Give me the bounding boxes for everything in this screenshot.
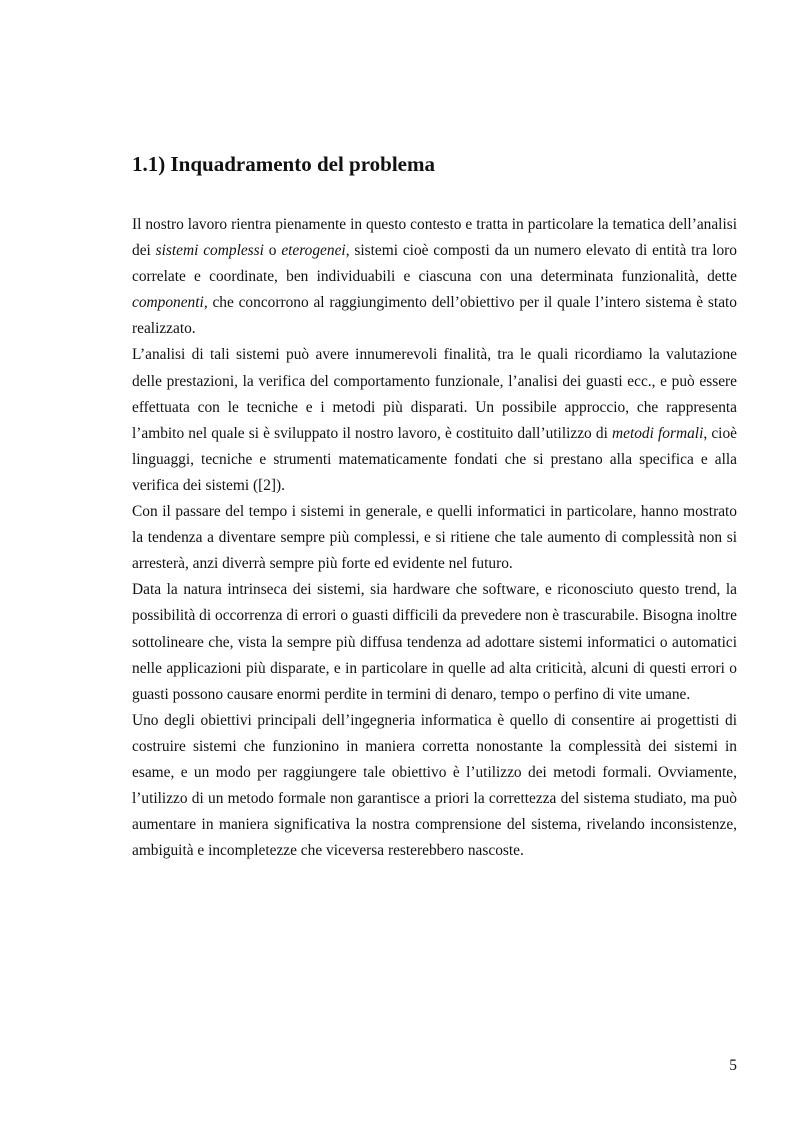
text-run: Il nostro lavoro rientra pienamente in questo contesto e tratta in particolare la tematica dell’analisi dei [132,216,737,260]
page-number: 5 [729,1057,737,1074]
text-run: , sistemi cioè composti da un numero elevato di entità tra loro correlate e coordinate, ben individuabili e ciascuna con una determinata funzionalità, dette [132,242,737,286]
text-run: , cioè linguaggi, tecniche e strumenti matematicamente fondati che si prestano alla specifica e alla verifica dei sistemi ([2]). [132,424,737,494]
paragraph [132,577,737,707]
paragraph [132,499,737,577]
italic-term: componenti [132,294,204,312]
text-run: Data la natura intrinseca dei sistemi, sia hardware che software, e riconosciuto questo trend, la possibilità di occorrenza di errori o guasti difficili da prevedere non è trascurabile. Bisogna inoltre sottolineare che, vista la sempre più diffusa tendenza ad adottare sistemi informatici o automatici nelle applicazioni più disparate, e in particolare in quelle ad alta criticità, alcuni di questi errori o guasti possono causare enormi perdite in termini di denaro, tempo o perfino di vite umane. [132,581,737,703]
italic-term: eterogenei [281,242,346,260]
italic-term: metodi formali [612,424,704,442]
section-heading: 1.1) Inquadramento del problema [132,152,435,176]
text-run: , che concorrono al raggiungimento dell’obiettivo per il quale l’intero sistema è stato realizzato. [132,294,737,338]
text-run: Con il passare del tempo i sistemi in generale, e quelli informatici in particolare, hanno mostrato la tendenza a diventare sempre più complessi, e si ritiene che tale aumento di complessità non si arresterà, anzi diverrà sempre più forte ed evidente nel futuro. [132,503,737,573]
italic-term: sistemi complessi [155,242,264,260]
text-run: o [263,242,282,260]
paragraph [132,342,737,499]
text-run: Uno degli obiettivi principali dell’ingegneria informatica è quello di consentire ai progettisti di costruire sistemi che funzionino in maniera corretta nonostante la complessità dei sistemi in esame, e un modo per raggiungere tale obiettivo è l’utilizzo dei metodi formali. Ovviamente, l’utilizzo di un metodo formale non garantisce a priori la correttezza del sistema studiato, ma può aumentare in maniera significativa la nostra comprensione del sistema, rivelando inconsistenze, ambiguità e incompletezze che viceversa resterebbero nascoste. [132,711,737,860]
paragraph [132,212,737,342]
text-run: L’analisi di tali sistemi può avere innumerevoli finalità, tra le quali ricordiamo la valutazione delle prestazioni, la verifica del comportamento funzionale, l’analisi dei guasti ecc., e può essere effettuata con le tecniche e i metodi più disparati. Un possibile approccio, che rappresenta l’ambito nel quale si è sviluppato il nostro lavoro, è costituito dall’utilizzo di [132,346,737,442]
paragraph [132,708,737,865]
body-text [132,212,737,864]
